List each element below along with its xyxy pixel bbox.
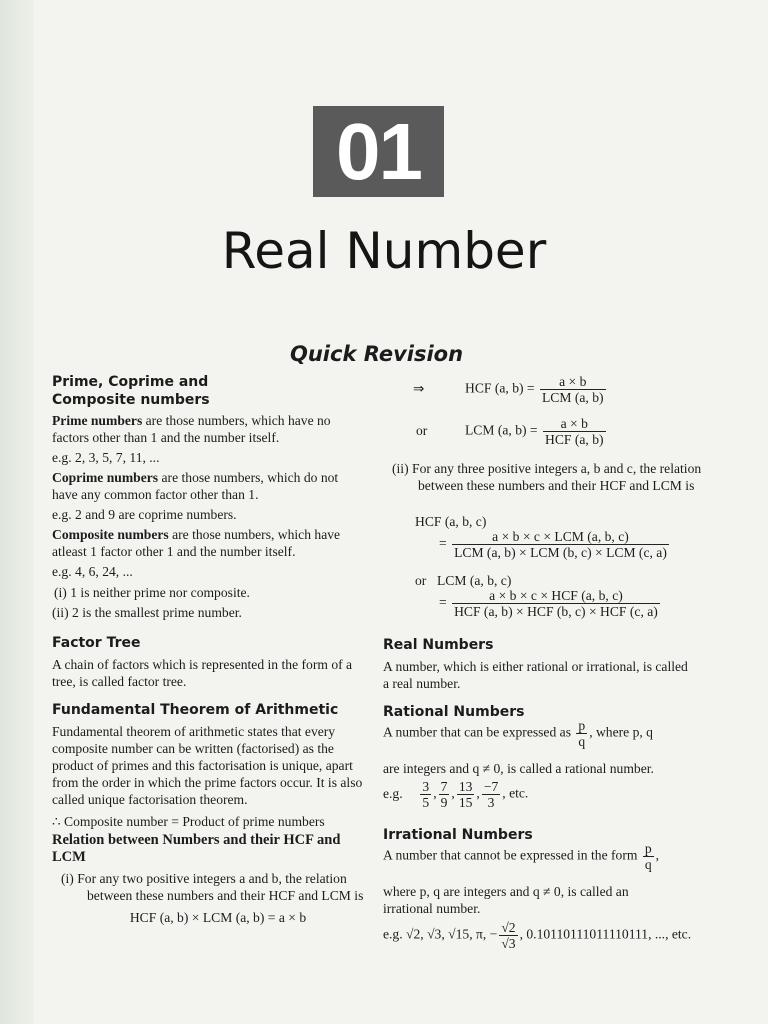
- coprime-example: e.g. 2 and 9 are coprime numbers.: [52, 507, 237, 522]
- example-fraction: $\frac{7}{9}$: [440, 779, 448, 810]
- irrational-example: e.g. √2, √3, √15, π, − $\frac{√2}{√3}$ , 0.10110111011110111, ..., etc.: [383, 920, 692, 951]
- lcm3-lhs: or LCM (a, b, c): [415, 573, 512, 588]
- fta-text: Fundamental theorem of arithmetic states that every composite number can be written (factorised) as the product of primes and this factorisation is unique, apart from the order in which the prime factors occur. It is also called unique factorisation theorem.: [52, 724, 363, 807]
- example-fraction: $\frac{-7}{3}$: [483, 779, 499, 810]
- heading-prime: Prime, Coprime and: [52, 374, 209, 390]
- note-1: (i) 1 is neither prime nor composite.: [54, 585, 250, 600]
- factor-tree-text: A chain of factors which is represented in the form of a tree, is called factor tree.: [52, 657, 353, 689]
- section-heading: Quick Revision: [290, 342, 464, 366]
- two-number-equation: HCF (a, b) × LCM (a, b) = a × b: [129, 910, 307, 925]
- prime-example: e.g. 2, 3, 5, 7, 11, ...: [52, 450, 160, 465]
- heading-prime-2: Composite numbers: [52, 392, 210, 408]
- chapter-title: Real Number: [221, 222, 547, 280]
- real-numbers-text: A number, which is either rational or irrational, is called a real number.: [383, 659, 688, 691]
- left-column: [52, 373, 364, 926]
- note-2: (ii) 2 is the smallest prime number.: [52, 605, 242, 620]
- lcm-formula: or LCM (a, b) = $\frac{a \times b}{\text{HCF (a, b)}}$: [416, 416, 604, 447]
- example-fraction: $\frac{3}{5}$: [422, 779, 430, 810]
- composite-definition: Composite numbers are those numbers, which have atleast 1 factor other 1 and the number itself.: [52, 527, 341, 559]
- heading-fta: Fundamental Theorem of Arithmetic: [52, 702, 339, 718]
- hcf3-formula: = $\frac{\text{a × b × c × LCM (a, b, c)}}{\text{LCM (a, b) × LCM (b, c) × LCM (c, a)}}$: [439, 529, 667, 560]
- fta-equation: ∴ Composite number = Product of prime numbers: [52, 814, 325, 829]
- lcm3-formula: = $\frac{\text{a × b × c × HCF (a, b, c)}}{\text{HCF (a, b) × HCF (b, c) × HCF (c, a)}}$: [439, 588, 658, 619]
- hcf3-lhs: HCF (a, b, c): [415, 514, 487, 529]
- rational-example: e.g. $\frac{3}{5}$ , $\frac{7}{9}$ , $\frac{13}{15}$ , $\frac{-7}{3}$ , etc.: [383, 779, 529, 810]
- example-fraction: $\frac{13}{15}$: [458, 779, 473, 810]
- irrational-definition: A number that cannot be expressed in the form $\frac{p}{q}$ ,: [383, 841, 660, 872]
- heading-hcf-lcm: Relation between Numbers and their HCF and LCM: [52, 832, 341, 865]
- rational-definition-2: are integers and q ≠ 0, is called a rational number.: [383, 761, 654, 776]
- irrational-definition-2: where p, q are integers and q ≠ 0, is called an irrational number.: [383, 884, 629, 916]
- coprime-definition: Coprime numbers are those numbers, which do not have any common factor other than 1.: [52, 470, 339, 502]
- heading-irrational-numbers: Irrational Numbers: [383, 827, 533, 843]
- prime-definition: Prime numbers are those numbers, which have no factors other than 1 and the number itself.: [52, 413, 331, 445]
- rational-definition: A number that can be expressed as $\frac{p}{q}$ , where p, q: [383, 718, 653, 749]
- composite-example: e.g. 4, 6, 24, ...: [52, 564, 133, 579]
- relation-three-numbers: (ii) For any three positive integers a, b and c, the relation between these numbers and their HCF and LCM is: [392, 461, 702, 493]
- heading-real-numbers: Real Numbers: [383, 637, 494, 653]
- chapter-number: 01: [313, 106, 444, 197]
- relation-two-numbers: (i) For any two positive integers a and b, the relation between these numbers and their HCF and LCM is: [61, 871, 364, 903]
- heading-factor-tree: Factor Tree: [52, 635, 141, 651]
- heading-rational-numbers: Rational Numbers: [383, 704, 525, 720]
- hcf-formula: ⇒ HCF (a, b) = $\frac{a \times b}{\text{LCM (a, b)}}$: [413, 374, 604, 405]
